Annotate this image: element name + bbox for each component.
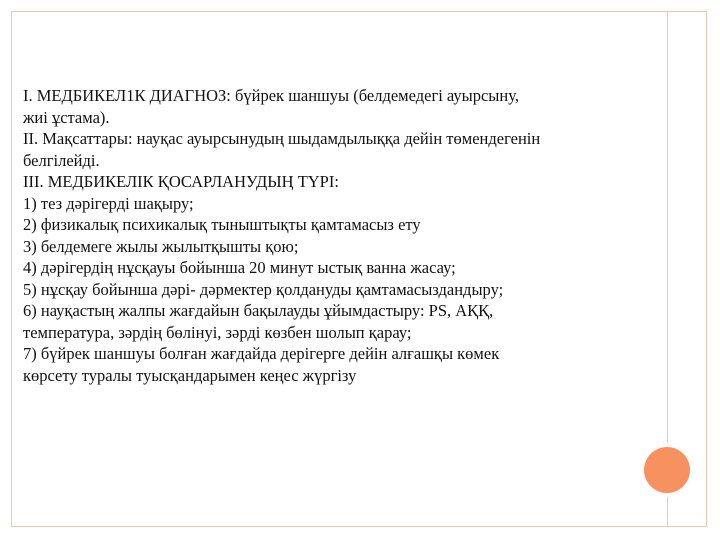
text-line-item-7-cont: көрсету туралы туысқандарымен кеңес жүргізу xyxy=(23,365,357,385)
text-line-goals-cont: белгілейді. xyxy=(23,150,100,170)
text-line-diagnosis-cont: жиі ұстама). xyxy=(23,107,110,127)
text-line-item-2: 2) физикалық психикалық тыныштықты қамтамасыз ету xyxy=(23,215,421,234)
text-line-item-1: 1) тез дәрігерді шақыру; xyxy=(23,193,194,213)
text-line-item-6: 6) науқастың жалпы жағдайын бақылауды ұйымдастыру: PS, АҚҚ, xyxy=(23,301,494,320)
text-line-item-6-cont: температура, зәрдің бөлінуі, зәрді көзбен шолып қарау; xyxy=(23,322,412,342)
text-line-item-4: 4) дәрігердің нұсқауы бойынша 20 минут ыстық ванна жасау; xyxy=(23,258,456,277)
text-line-item-7: 7) бүйрек шаншуы болған жағдайда дерігерге дейін алғашқы көмек xyxy=(23,344,500,363)
text-line-diagnosis: I. МЕДБИКЕЛ1К ДИАГНОЗ: бүйрек шаншуы (белдемедегі ауырсыну, xyxy=(23,86,519,105)
text-line-goals: II. Мақсаттары: науқас ауырсынудың шыдамдылыққа дейін төмендегенін xyxy=(23,129,541,148)
decorative-circle-icon xyxy=(640,443,694,497)
slide-body-text xyxy=(23,85,663,386)
text-line-item-5: 5) нұсқау бойынша дәрі- дәрмектер қолдануды қамтамасыздандыру; xyxy=(23,279,504,299)
text-line-item-3: 3) белдемеге жылы жылытқышты қою; xyxy=(23,236,299,256)
text-line-interventions-heading: III. МЕДБИКЕЛІК ҚОСАРЛАНУДЫҢ ТҮРІ: xyxy=(23,172,339,191)
decorative-circle-fill xyxy=(644,447,690,493)
